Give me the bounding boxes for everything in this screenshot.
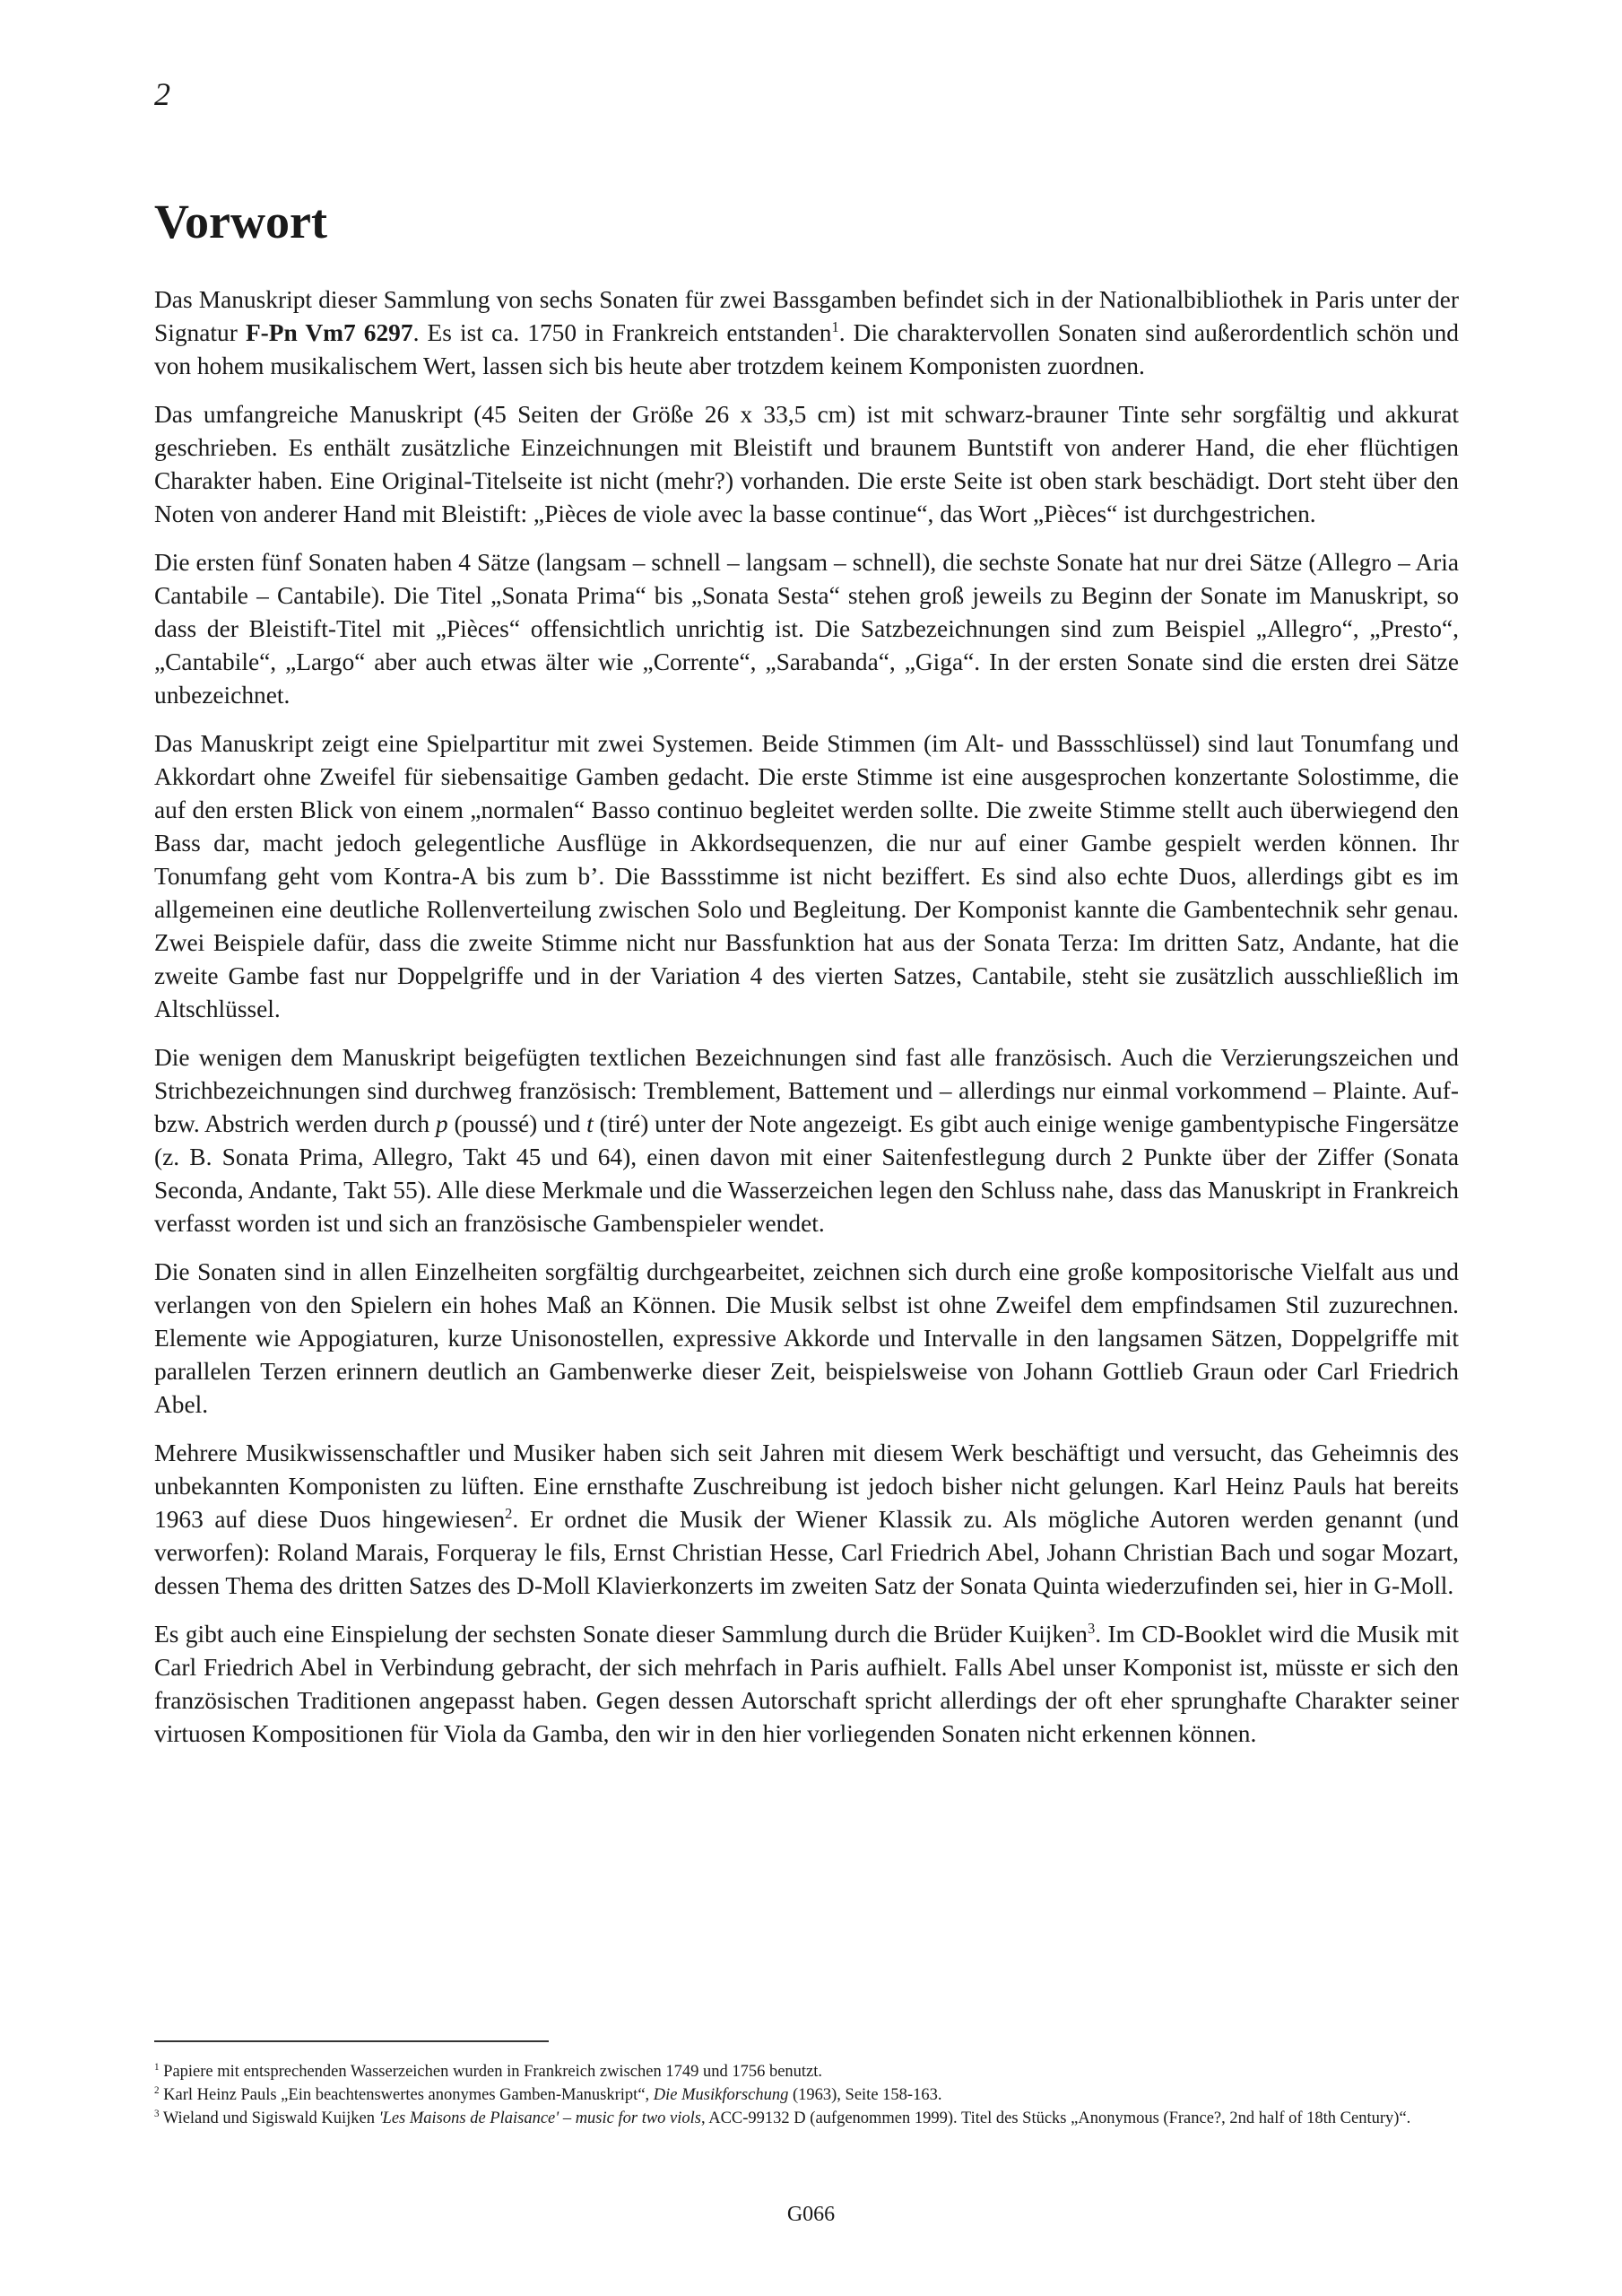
signature: F-Pn Vm7 6297 <box>245 319 413 346</box>
footnote-2: $^2$ Karl Heinz Pauls „Ein beachtenswertes anonymes Gamben-Manuskript“, Die Musikforschung (1963), Seite 158-163. <box>154 2084 942 2104</box>
footnote-ref-2[interactable]: 2 <box>505 1504 513 1522</box>
body-text <box>154 283 1459 1766</box>
footnote-ref-1[interactable]: 1 <box>831 317 839 335</box>
poussé-mark: p <box>435 1110 448 1137</box>
paragraph-2: Das umfangreiche Manuskript (45 Seiten der Größe 26 x 33,5 cm) ist mit schwarz-brauner Tinte sehr sorgfältig und akkurat geschrieben. Es enthält zusätzliche Einzeichnungen mit Bleistift und braunem Buntstift von anderer Hand, die eher flüchtigen Charakter haben. Eine Original-Titelseite ist nicht (mehr?) vorhanden. Die erste Seite ist oben stark beschädigt. Dort steht über den Noten von anderer Hand mit Bleistift: „Pièces de viole avec la basse continue“, das Wort „Pièces“ ist durchgestrichen. <box>154 401 1459 527</box>
paragraph-7: Mehrere Musikwissenschaftler und Musiker haben sich seit Jahren mit diesem Werk beschäftigt und versucht, das Geheimnis des unbekannten Komponisten zu lüften. Eine ernsthafte Zuschreibung ist jedoch bisher nicht gelungen. Karl Heinz Pauls hat bereits 1963 auf diese Duos hingewiesen$^2$. Er ordnet die Musik der Wiener Klassik zu. Als mögliche Autoren werden genannt (und verworfen): Roland Marais, Forqueray le fils, Ernst Christian Hesse, Carl Friedrich Abel, Johann Christian Bach und sogar Mozart, dessen Thema des dritten Satzes des D-Moll Klavierkonzerts im zweiten Satz der Sonata Quinta wiederzufinden sei, hier in G-Moll. <box>154 1439 1459 1599</box>
paragraph-8: Es gibt auch eine Einspielung der sechsten Sonate dieser Sammlung durch die Brüder Kuijken$^3$. Im CD-Booklet wird die Musik mit Carl Friedrich Abel in Verbindung gebracht, der sich mehrfach in Paris aufhielt. Falls Abel unser Komponist ist, müsste er sich den französischen Traditionen angepasst haben. Gegen dessen Autorschaft spricht allerdings der oft eher sprunghafte Charakter seiner virtuosen Kompositionen für Viola da Gamba, den wir in den hier vorliegenden Sonaten nicht erkennen können. <box>154 1619 1459 1747</box>
footnote-1: $^1$ Papiere mit entsprechenden Wasserzeichen wurden in Frankreich zwischen 1749 und 1756 benutzt. <box>154 2061 823 2081</box>
paragraph-5: Die wenigen dem Manuskript beigefügten textlichen Bezeichnungen sind fast alle französisch. Auch die Verzierungszeichen und Strichbezeichnungen sind durchweg französisch: Tremblement, Battement und – allerdings nur einmal vorkommend – Plainte. Auf- bzw. Abstrich werden durch p (poussé) und t (tiré) unter der Note angezeigt. Es gibt auch einige wenige gambentypische Fingersätze (z. B. Sonata Prima, Allegro, Takt 45 und 64), einen davon mit einer Saitenfestlegung durch 2 Punkte über der Ziffer (Sonata Seconda, Andante, Takt 55). Alle diese Merkmale und die Wasserzeichen legen den Schluss nahe, dass das Manuskript in Frankreich verfasst worden ist und sich an französische Gambenspieler wendet. <box>154 1044 1459 1237</box>
page-number: 2 <box>154 76 170 112</box>
page-title: Vorwort <box>154 195 327 248</box>
catalog-code: G066 <box>786 2203 836 2226</box>
footnote-divider <box>154 2040 549 2042</box>
footnote-ref-3[interactable]: 3 <box>1087 1619 1096 1637</box>
paragraph-3: Die ersten fünf Sonaten haben 4 Sätze (langsam – schnell – langsam – schnell), die sechste Sonate hat nur drei Sätze (Allegro – Aria Cantabile – Cantabile). Die Titel „Sonata Prima“ bis „Sonata Sesta“ stehen groß jeweils zu Beginn der Sonate im Manuskript, so dass der Bleistift-Titel mit „Pièces“ offensichtlich unrichtig ist. Die Satzbezeichnungen sind zum Beispiel „Allegro“, „Presto“, „Cantabile“, „Largo“ aber auch etwas älter wie „Corrente“, „Sarabanda“, „Giga“. In der ersten Sonate sind die ersten drei Sätze unbezeichnet. <box>154 549 1459 709</box>
tiré-mark: t <box>586 1110 594 1137</box>
paragraph-4: Das Manuskript zeigt eine Spielpartitur mit zwei Systemen. Beide Stimmen (im Alt- und Bassschlüssel) sind laut Tonumfang und Akkordart ohne Zweifel für siebensaitige Gamben gedacht. Die erste Stimme ist eine ausgesprochen konzertante Solostimme, die auf den ersten Blick von einem „normalen“ Basso continuo begleitet werden sollte. Die zweite Stimme stellt auch überwiegend den Bass dar, macht jedoch gelegentliche Ausflüge in Akkordsequenzen, die nur auf einer Gambe gespielt werden können. Ihr Tonumfang geht vom Kontra-A bis zum b’. Die Bassstimme ist nicht beziffert. Es sind also echte Duos, allerdings gibt es im allgemeinen eine deutliche Rollenverteilung zwischen Solo und Begleitung. Der Komponist kannte die Gambentechnik sehr genau. Zwei Beispiele dafür, dass die zweite Stimme nicht nur Bassfunktion hat aus der Sonata Terza: Im dritten Satz, Andante, hat die zweite Gambe fast nur Doppelgriffe und in der Variation 4 des vierten Satzes, Cantabile, steht sie zusätzlich ausschließlich im Altschlüssel. <box>154 730 1459 1022</box>
footnotes <box>154 2061 1459 2131</box>
footnote-3: $^3$ Wieland und Sigiswald Kuijken 'Les Maisons de Plaisance' – music for two viols, ACC-99132 D (aufgenommen 1999). Titel des Stücks „Anonymous (France?, 2nd half of 18th Century)“. <box>154 2108 1411 2127</box>
paragraph-6: Die Sonaten sind in allen Einzelheiten sorgfältig durchgearbeitet, zeichnen sich durch eine große kompositorische Vielfalt aus und verlangen von den Spielern ein hohes Maß an Können. Die Musik selbst ist ohne Zweifel dem empfindsamen Stil zuzurechnen. Elemente wie Appogiaturen, kurze Unisonostellen, expressive Akkorde und Intervalle in den langsamen Sätzen, Doppelgriffe mit parallelen Terzen erinnern deutlich an Gambenwerke dieser Zeit, beispielsweise von Johann Gottlieb Graun oder Carl Friedrich Abel. <box>154 1258 1459 1418</box>
paragraph-1: Das Manuskript dieser Sammlung von sechs Sonaten für zwei Bassgamben befindet sich in der Nationalbibliothek in Paris unter der Signatur F-Pn Vm7 6297. Es ist ca. 1750 in Frankreich entstanden$^1$. Die charaktervollen Sonaten sind außerordentlich schön und von hohem musikalischem Wert, lassen sich bis heute aber trotzdem keinem Komponisten zuordnen. <box>154 286 1460 379</box>
